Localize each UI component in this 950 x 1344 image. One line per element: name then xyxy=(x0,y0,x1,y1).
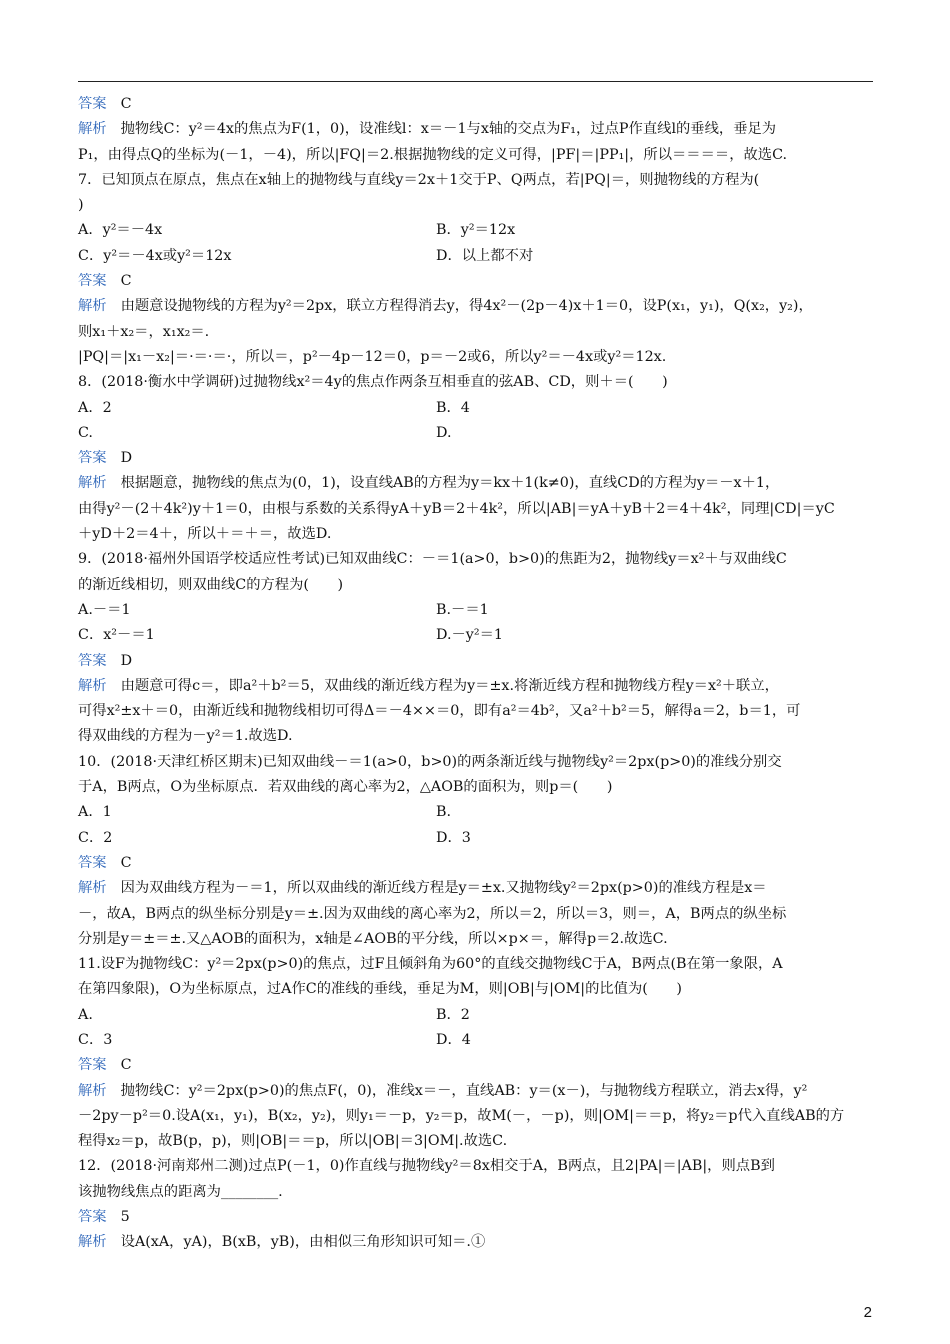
option-row xyxy=(78,623,884,648)
line-text: D xyxy=(120,652,133,669)
text-line: |PQ|＝|x₁－x₂|＝·＝·＝·，所以＝，p²－4p－12＝0，p＝－2或6，所以y²＝－4x或y²＝12x. xyxy=(78,348,667,365)
header-rule xyxy=(78,81,873,82)
analysis-label: 解析 xyxy=(78,298,107,315)
text-line: 程得x₂＝p，故B(p，p)，则|OB|＝＝p，所以|OB|＝3|OM|.故选C. xyxy=(78,1133,508,1150)
option-right: D．以上都不对 xyxy=(436,247,534,264)
option-left: A. xyxy=(78,1006,93,1023)
answer-line xyxy=(78,1053,884,1078)
text-line: ) xyxy=(78,197,84,214)
page-number: 2 xyxy=(863,1304,872,1321)
analysis-line xyxy=(78,674,884,699)
text-line: 得双曲线的方程为－y²＝1.故选D. xyxy=(78,728,293,745)
text-line: 8．(2018·衡水中学调研)过抛物线x²＝4y的焦点作两条互相垂直的弦AB、CD，则＋＝( ) xyxy=(78,374,668,391)
line-text: 因为双曲线方程为－＝1，所以双曲线的渐近线方程是y＝±x.又抛物线y²＝2px(p>0)的准线方程是x＝ xyxy=(120,880,767,897)
analysis-label: 解析 xyxy=(78,1234,107,1251)
option-row xyxy=(78,826,884,851)
answer-label: 答案 xyxy=(78,1209,107,1226)
line-text: 由题意可得c＝，即a²＋b²＝5，双曲线的渐近线方程为y＝±x.将渐近线方程和抛物线方程y＝x²＋联立， xyxy=(120,677,779,694)
option-left: A.－＝1 xyxy=(78,601,131,618)
answer-line xyxy=(78,269,884,294)
option-left: A．2 xyxy=(78,399,112,416)
line-text: C xyxy=(120,854,132,871)
answer-line xyxy=(78,92,884,117)
answer-label: 答案 xyxy=(78,273,107,290)
option-right: B.－＝1 xyxy=(436,601,489,618)
answer-label: 答案 xyxy=(78,1057,107,1074)
option-right: B．2 xyxy=(436,1006,470,1023)
line-text: 由题意设抛物线的方程为y²＝2px，联立方程得消去y，得4x²－(2p－4)x＋1＝0，设P(x₁，y₁)，Q(x₂，y₂)， xyxy=(120,298,813,315)
text-line: 该抛物线焦点的距离为________. xyxy=(78,1183,283,1200)
text-line: 12．(2018·河南郑州二测)过点P(－1，0)作直线与抛物线y²＝8x相交于A，B两点，且2|PA|＝|AB|，则点B到 xyxy=(78,1158,775,1175)
text-line: 10．(2018·天津红桥区期末)已知双曲线－＝1(a>0，b>0)的两条渐近线与抛物线y²＝2px(p>0)的准线分别交 xyxy=(78,753,782,770)
option-row xyxy=(78,1028,884,1053)
option-row xyxy=(78,396,884,421)
option-right: B．4 xyxy=(436,399,470,416)
answer-label: 答案 xyxy=(78,450,107,467)
analysis-line xyxy=(78,876,884,901)
option-left: C．y²＝－4x或y²＝12x xyxy=(78,247,232,264)
answer-label: 答案 xyxy=(78,96,107,112)
option-row xyxy=(78,218,884,243)
text-line: －2py－p²＝0.设A(x₁，y₁)，B(x₂，y₂)，则y₁＝－p，y₂＝p，故M(－，－p)，则|OM|＝＝p，将y₂＝p代入直线AB的方 xyxy=(78,1107,845,1124)
option-right: D.－y²＝1 xyxy=(436,627,503,644)
option-row xyxy=(78,1003,884,1028)
line-text: C xyxy=(120,1057,132,1074)
text-line: 则x₁＋x₂＝，x₁x₂＝. xyxy=(78,323,210,340)
analysis-label: 解析 xyxy=(78,677,107,694)
option-left: C．x²－＝1 xyxy=(78,627,155,644)
option-row xyxy=(78,421,884,446)
option-right: D．4 xyxy=(436,1031,471,1048)
analysis-label: 解析 xyxy=(78,475,107,492)
analysis-label: 解析 xyxy=(78,1082,107,1099)
option-left: A．1 xyxy=(78,804,112,821)
document-body xyxy=(78,92,884,1256)
line-text: 5 xyxy=(120,1209,130,1226)
text-line: 7．已知顶点在原点，焦点在x轴上的抛物线与直线y＝2x＋1交于P、Q两点，若|PQ|＝，则抛物线的方程为( xyxy=(78,171,760,188)
text-line: 11.设F为抛物线C：y²＝2px(p>0)的焦点，过F且倾斜角为60°的直线交抛物线C于A，B两点(B在第一象限，A xyxy=(78,956,783,973)
text-line: －，故A，B两点的纵坐标分别是y＝±.因为双曲线的离心率为2，所以＝2，所以＝3，则＝，A，B两点的纵坐标 xyxy=(78,905,787,922)
text-line: P₁，由得点Q的坐标为(－1，－4)，所以|FQ|＝2.根据抛物线的定义可得，|PF|＝|PP₁|，所以＝＝＝＝，故选C. xyxy=(78,146,788,163)
option-right: B．y²＝12x xyxy=(436,222,516,239)
line-text: C xyxy=(120,273,132,290)
option-left: C. xyxy=(78,424,93,441)
analysis-line xyxy=(78,1230,884,1255)
analysis-line xyxy=(78,294,884,319)
analysis-label: 解析 xyxy=(78,880,107,897)
option-right: B. xyxy=(436,804,452,821)
answer-line xyxy=(78,446,884,471)
analysis-label: 解析 xyxy=(78,121,107,138)
answer-line xyxy=(78,1205,884,1230)
line-text: 抛物线C：y²＝4x的焦点为F(1，0)，设准线l：x＝－1与x轴的交点为F₁，过点P作直线l的垂线，垂足为 xyxy=(120,121,777,138)
text-line: ＋yD＋2＝4＋，所以＋＝＋＝，故选D. xyxy=(78,526,332,543)
line-text: C xyxy=(120,96,132,112)
text-line: 分别是y＝±＝±.又△AOB的面积为，x轴是∠AOB的平分线，所以×p×＝，解得p＝2.故选C. xyxy=(78,930,668,947)
analysis-line xyxy=(78,471,884,496)
option-right: D．3 xyxy=(436,829,471,846)
text-line: 在第四象限)，O为坐标原点，过A作C的准线的垂线，垂足为M，则|OB|与|OM|的比值为( ) xyxy=(78,981,683,998)
text-line: 可得x²±x＋＝0，由渐近线和抛物线相切可得Δ＝－4××＝0，即有a²＝4b²，又a²＋b²＝5，解得a＝2，b＝1，可 xyxy=(78,703,801,720)
analysis-line xyxy=(78,1079,884,1104)
answer-line xyxy=(78,851,884,876)
option-left: C．3 xyxy=(78,1031,113,1048)
option-left: C．2 xyxy=(78,829,113,846)
text-line: 由得y²－(2＋4k²)y＋1＝0，由根与系数的关系得yA＋yB＝2＋4k²，所以|AB|＝yA＋yB＋2＝4＋4k²，同理|CD|＝yC xyxy=(78,500,835,517)
text-line: 的渐近线相切，则双曲线C的方程为( ) xyxy=(78,576,344,593)
option-right: D. xyxy=(436,424,452,441)
text-line: 9．(2018·福州外国语学校适应性考试)已知双曲线C：－＝1(a>0，b>0)的焦距为2，抛物线y＝x²＋与双曲线C xyxy=(78,551,787,568)
option-row xyxy=(78,598,884,623)
line-text: 根据题意，抛物线的焦点为(0，1)，设直线AB的方程为y＝kx＋1(k≠0)，直线CD的方程为y＝－x＋1， xyxy=(120,475,780,492)
line-text: 抛物线C：y²＝2px(p>0)的焦点F(，0)，准线x＝－，直线AB：y＝(x－)，与抛物线方程联立，消去x得，y² xyxy=(120,1082,808,1099)
answer-label: 答案 xyxy=(78,652,107,669)
text-line: 于A，B两点，O为坐标原点．若双曲线的离心率为2，△AOB的面积为，则p＝( ) xyxy=(78,779,613,796)
analysis-line xyxy=(78,117,884,142)
option-row xyxy=(78,244,884,269)
answer-line xyxy=(78,649,884,674)
option-row xyxy=(78,800,884,825)
option-left: A．y²＝－4x xyxy=(78,222,163,239)
line-text: D xyxy=(120,450,133,467)
line-text: 设A(xA，yA)，B(xB，yB)，由相似三角形知识可知＝.① xyxy=(120,1234,486,1251)
answer-label: 答案 xyxy=(78,854,107,871)
